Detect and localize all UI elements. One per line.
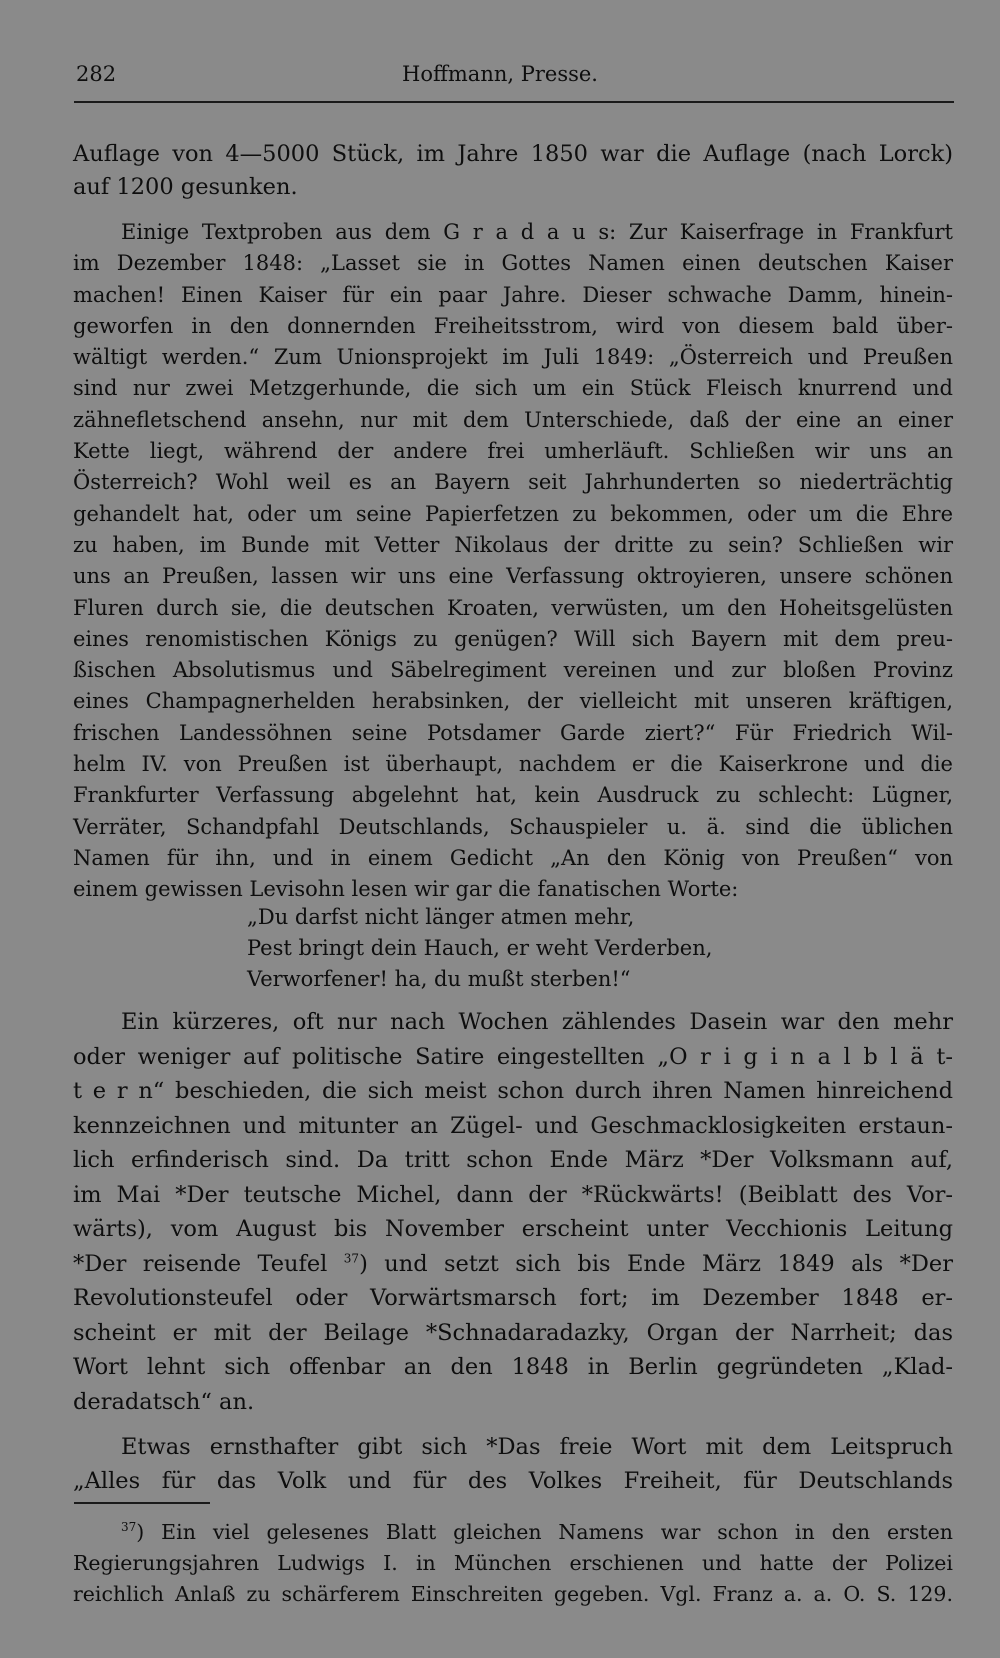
text-line: uns an Preußen, lassen wir uns eine Verfassung oktroyieren, unsere schönen xyxy=(73,564,953,589)
text-line: Auflage von 4—5000 Stück, im Jahre 1850 war die Auflage (nach Lorck) xyxy=(73,141,953,167)
poem-quote xyxy=(247,902,712,995)
text-line: „Alles für das Volk und für des Volkes Freiheit, für Deutschlands xyxy=(73,1468,953,1494)
text-line: oder weniger auf politische Satire eingestellten „O r i g i n a l b l ä t- xyxy=(73,1043,953,1070)
text-segment: ) Ein viel gelesenes Blatt gleichen Namens war schon in den ersten xyxy=(136,1520,953,1544)
text-line: frischen Landessöhnen seine Potsdamer Garde ziert?“ Für Friedrich Wil- xyxy=(73,720,953,745)
text-line: helm IV. von Preußen ist überhaupt, nachdem er die Kaiserkrone und die xyxy=(73,752,953,777)
text-line: Revolutionsteufel oder Vorwärtsmarsch fort; im Dezember 1848 er- xyxy=(73,1285,953,1311)
text-segment: ) und setzt sich bis Ende März 1849 als *Der xyxy=(359,1250,953,1277)
footnote-line xyxy=(73,1517,953,1548)
text-line: gehandelt hat, oder um seine Papierfetzen zu bekommen, oder um die Ehre xyxy=(73,501,953,526)
text-line: Ein kürzeres, oft nur nach Wochen zählendes Dasein war den mehr xyxy=(121,1009,953,1035)
paragraph-text-samples xyxy=(73,217,953,906)
text-line: sind nur zwei Metzgerhunde, die sich um ein Stück Fleisch knurrend und xyxy=(73,376,953,401)
text-line: Einige Textproben aus dem G r a d a u s: Zur Kaiserfrage in Frankfurt xyxy=(121,220,953,244)
footnote-line: Regierungsjahren Ludwigs I. in München erschienen und hatte der Polizei xyxy=(73,1551,953,1575)
text-line: einem gewissen Levisohn lesen wir gar die fanatischen Worte: xyxy=(73,877,739,902)
footnote-line: reichlich Anlaß zu schärferem Einschreiten gegeben. Vgl. Franz a. a. O. S. 129. xyxy=(73,1582,953,1606)
text-line: Österreich? Wohl weil es an Bayern seit Jahrhunderten so niederträchtig xyxy=(73,470,953,495)
verse-line: Verworfener! ha, du mußt sterben!“ xyxy=(247,967,631,991)
text-line: machen! Einen Kaiser für ein paar Jahre. Dieser schwache Damm, hinein- xyxy=(73,282,953,307)
text-line: zu haben, im Bunde mit Vetter Nikolaus der dritte zu sein? Schließen wir xyxy=(73,532,953,557)
text-line: Frankfurter Verfassung abgelehnt hat, kein Ausdruck zu schlecht: Lügner, xyxy=(73,783,953,808)
text-line: ßischen Absolutismus und Säbelregiment vereinen und zur bloßen Provinz xyxy=(73,658,953,683)
text-line: eines Champagnerhelden herabsinken, der vielleicht mit unseren kräftigen, xyxy=(73,689,953,714)
footnote-rule xyxy=(74,1502,210,1504)
text-line: Etwas ernsthafter gibt sich *Das freie Wort mit dem Leitspruch xyxy=(121,1434,953,1460)
verse-line: „Du darfst nicht länger atmen mehr, xyxy=(247,905,635,929)
text-line: deradatsch“ an. xyxy=(73,1388,255,1415)
footnote-reference: 37 xyxy=(343,1251,360,1265)
text-line: Wort lehnt sich offenbar an den 1848 in Berlin gegründeten „Klad- xyxy=(73,1354,953,1380)
paragraph-continuation xyxy=(73,138,953,204)
header-rule xyxy=(74,101,954,103)
footnote-marker: 37 xyxy=(121,1520,137,1535)
paragraph-free-word xyxy=(73,1430,953,1498)
text-line: geworfen in den donnernden Freiheitsstrom, wird von diesem bald über- xyxy=(73,313,953,338)
page-number: 282 xyxy=(76,62,117,86)
text-line: wältigt werden.“ Zum Unionsprojekt im Juli 1849: „Österreich und Preußen xyxy=(73,345,953,370)
text-line: im Mai *Der teutsche Michel, dann der *Rückwärts! (Beiblatt des Vor- xyxy=(73,1181,953,1208)
text-line: Fluren durch sie, die deutschen Kroaten, verwüsten, um den Hoheitsgelüsten xyxy=(73,595,953,620)
text-line: Namen für ihn, und in einem Gedicht „An den König von Preußen“ von xyxy=(73,845,953,870)
text-line-with-footnote-ref xyxy=(73,1247,953,1282)
text-line: wärts), vom August bis November erscheint unter Vecchionis Leitung xyxy=(73,1216,953,1242)
text-line: zähnefletschend ansehn, nur mit dem Unterschiede, daß der eine an einer xyxy=(73,407,953,432)
text-line: Kette liegt, während der andere frei umherläuft. Schließen wir uns an xyxy=(73,439,953,464)
paragraph-original-sheets xyxy=(73,1005,953,1419)
text-line: kennzeichnen und mitunter an Zügel- und Geschmacklosigkeiten erstaun- xyxy=(73,1112,953,1139)
text-line: t e r n“ beschieden, die sich meist schon durch ihren Namen hinreichend xyxy=(73,1078,953,1104)
running-title: Hoffmann, Presse. xyxy=(402,62,598,86)
text-line: im Dezember 1848: „Lasset sie in Gottes Namen einen deutschen Kaiser xyxy=(73,251,953,276)
verse-line: Pest bringt dein Hauch, er weht Verderben, xyxy=(247,936,713,960)
footnote xyxy=(73,1517,953,1610)
text-line: auf 1200 gesunken. xyxy=(73,174,298,200)
text-line: scheint er mit der Beilage *Schnadaradazky, Organ der Narrheit; das xyxy=(73,1319,953,1346)
text-line: lich erfinderisch sind. Da tritt schon Ende März *Der Volksmann auf, xyxy=(73,1147,953,1173)
text-segment: *Der reisende Teufel xyxy=(73,1250,328,1277)
text-line: eines renomistischen Königs zu genügen? Will sich Bayern mit dem preu- xyxy=(73,626,953,651)
text-line: Verräter, Schandpfahl Deutschlands, Schauspieler u. ä. sind die üblichen xyxy=(73,814,953,839)
